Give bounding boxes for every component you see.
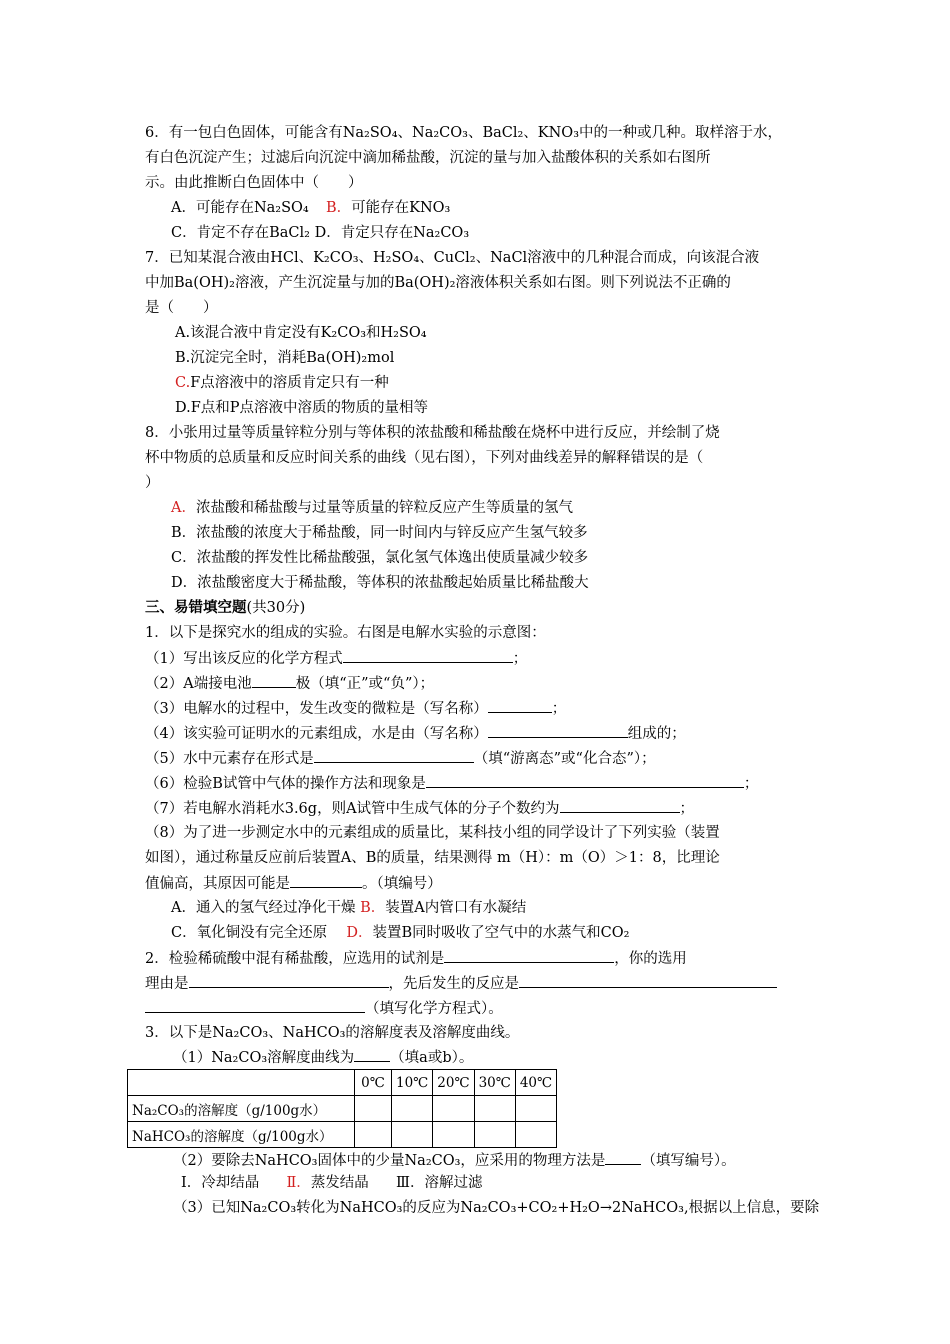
f1-p6-text: （6）检验B试管中气体的操作方法和现象是 bbox=[145, 776, 426, 792]
f1-p6-end: ； bbox=[743, 776, 759, 792]
f2-line2-mid: ，先后发生的反应是 bbox=[388, 976, 519, 992]
answer-blank[interactable] bbox=[252, 673, 296, 688]
q7-line2: 中加Ba(OH)₂溶液，产生沉淀量与加的Ba(OH)₂溶液体积关系如右图。则下列说法不正确的 bbox=[145, 275, 731, 291]
f1-p1-end: ； bbox=[512, 651, 528, 667]
q6-line3: 示。由此推断白色固体中（ ） bbox=[145, 175, 363, 191]
method-3: Ⅲ．溶解过滤 bbox=[396, 1175, 483, 1191]
f1-p5 bbox=[145, 748, 656, 769]
f1-p4-tail: 组成的； bbox=[627, 726, 686, 742]
table-corner-cell bbox=[128, 1070, 355, 1096]
q8-line3: ） bbox=[145, 475, 160, 491]
table-cell[interactable] bbox=[433, 1122, 474, 1148]
answer-blank[interactable] bbox=[426, 773, 744, 788]
table-cell[interactable] bbox=[474, 1122, 515, 1148]
f1-p4-text: （4）该实验可证明水的元素组成，水是由（写名称） bbox=[145, 726, 488, 742]
table-cell[interactable] bbox=[355, 1122, 392, 1148]
q7-option-c-letter: C. bbox=[175, 375, 191, 391]
f1-option-b: 装置A内管口有水凝结 bbox=[385, 900, 527, 916]
f1-option-d: 装置B同时吸收了空气中的水蒸气和CO₂ bbox=[372, 925, 630, 941]
table-cell[interactable] bbox=[433, 1096, 474, 1122]
f2-line3-tail: （填写化学方程式）。 bbox=[365, 1001, 503, 1017]
q6-option-a: A．可能存在Na₂SO₄ bbox=[171, 200, 309, 216]
q8-option-a bbox=[171, 498, 573, 518]
row-label: Na₂CO₃的溶解度（g/100g水） bbox=[128, 1096, 355, 1122]
table-row bbox=[128, 1096, 557, 1122]
f1-p7-end: ； bbox=[679, 801, 695, 817]
f1-p8-line1: （8）为了进一步测定水中的元素组成的质量比，某科技小组的同学设计了下列实验（装置 bbox=[145, 825, 720, 841]
q6-option-c: C．肯定不存在BaCl₂ bbox=[171, 225, 310, 241]
f1-p1 bbox=[145, 648, 527, 669]
f2-line1 bbox=[145, 948, 687, 969]
q7-option-b: B.沉淀完全时，消耗Ba(OH)₂mol bbox=[175, 350, 395, 366]
table-cell[interactable] bbox=[355, 1096, 392, 1122]
q8-option-b: B．浓盐酸的浓度大于稀盐酸，同一时间内与锌反应产生氢气较多 bbox=[171, 525, 588, 541]
table-cell[interactable] bbox=[515, 1122, 556, 1148]
f1-option-a: A．通入的氢气经过净化干燥 bbox=[171, 900, 356, 916]
f1-p2-text: （2）A端接电池 bbox=[145, 676, 252, 692]
f3-p2 bbox=[173, 1150, 736, 1171]
q7-option-c bbox=[175, 373, 389, 393]
answer-blank[interactable] bbox=[314, 748, 474, 763]
answer-blank[interactable] bbox=[488, 698, 552, 713]
f1-option-c: C．氧化铜没有完全还原 bbox=[171, 925, 328, 941]
answer-blank[interactable] bbox=[189, 973, 389, 988]
section-heading bbox=[145, 598, 305, 618]
answer-blank[interactable] bbox=[488, 723, 628, 738]
f2-line1-tail: ，你的选用 bbox=[614, 951, 687, 967]
f1-options-ab bbox=[171, 898, 526, 918]
f1-p3-text: （3）电解水的过程中，发生改变的微粒是（写名称） bbox=[145, 701, 488, 717]
f1-options-cd bbox=[171, 923, 629, 943]
method-1: Ⅰ．冷却结晶 bbox=[181, 1175, 260, 1191]
f3-methods bbox=[181, 1173, 483, 1193]
f1-p2-tail: 极（填“正”或“负”）； bbox=[295, 676, 435, 692]
f2-line1-text: 2．检验稀硫酸中混有稀盐酸，应选用的试剂是 bbox=[145, 951, 445, 967]
f1-option-d-letter: D． bbox=[346, 925, 373, 941]
q8-option-a-letter: A． bbox=[171, 500, 196, 516]
q7-option-d: D.F点和P点溶液中溶质的物质的量相等 bbox=[175, 400, 429, 416]
answer-blank[interactable] bbox=[343, 648, 513, 663]
q6-line2: 有白色沉淀产生；过滤后向沉淀中滴加稀盐酸，沉淀的量与加入盐酸体积的关系如右图所 bbox=[145, 150, 711, 166]
table-cell[interactable] bbox=[392, 1122, 433, 1148]
q6-options-ab bbox=[171, 198, 450, 218]
f3-p1-tail: （填a或b）。 bbox=[390, 1050, 474, 1066]
f1-p2 bbox=[145, 673, 434, 694]
f1-p8-line3 bbox=[145, 873, 442, 894]
row-label: NaHCO₃的溶解度（g/100g水） bbox=[128, 1122, 355, 1148]
answer-blank[interactable] bbox=[354, 1047, 390, 1062]
method-2: 蒸发结晶 bbox=[310, 1175, 369, 1191]
table-header-row bbox=[128, 1070, 557, 1096]
f1-p5-tail: （填“游离态”或“化合态”）； bbox=[473, 751, 656, 767]
f1-p8-line3-text: 值偏高，其原因可能是 bbox=[145, 876, 290, 892]
f3-p1 bbox=[173, 1047, 473, 1068]
f2-line2 bbox=[145, 973, 777, 994]
method-2-letter: Ⅱ． bbox=[286, 1175, 311, 1191]
f1-option-b-letter: B． bbox=[360, 900, 386, 916]
q8-line2: 杯中物质的总质量和反应时间关系的曲线（见右图），下列对曲线差异的解释错误的是（ bbox=[145, 450, 704, 466]
f1-intro: 1．以下是探究水的组成的实验。右图是电解水实验的示意图： bbox=[145, 625, 546, 641]
f3-p1-text: （1）Na₂CO₃溶解度曲线为 bbox=[173, 1050, 355, 1066]
q7-option-a: A.该混合液中肯定没有K₂CO₃和H₂SO₄ bbox=[175, 325, 427, 341]
f1-p4 bbox=[145, 723, 686, 744]
answer-blank[interactable] bbox=[290, 873, 362, 888]
answer-blank[interactable] bbox=[605, 1150, 641, 1165]
q8-option-c: C．浓盐酸的挥发性比稀盐酸强，氯化氢气体逸出使质量减少较多 bbox=[171, 550, 589, 566]
header-cell: 0℃ bbox=[355, 1070, 392, 1096]
q7-option-c-text: F点溶液中的溶质肯定只有一种 bbox=[190, 375, 389, 391]
f3-p2-tail: （填写编号）。 bbox=[641, 1153, 736, 1169]
f3-intro: 3．以下是Na₂CO₃、NaHCO₃的溶解度表及溶解度曲线。 bbox=[145, 1025, 520, 1041]
f1-p8-line3-tail: 。（填编号） bbox=[362, 876, 442, 892]
f2-line3 bbox=[145, 998, 503, 1019]
table-cell[interactable] bbox=[515, 1096, 556, 1122]
q7-line1: 7．已知某混合液由HCl、K₂CO₃、H₂SO₄、CuCl₂、NaCl溶液中的几种混合而成，向该混合液 bbox=[145, 250, 760, 266]
f3-p2-text: （2）要除去NaHCO₃固体中的少量Na₂CO₃，应采用的物理方法是 bbox=[173, 1153, 606, 1169]
table-cell[interactable] bbox=[474, 1096, 515, 1122]
table-cell[interactable] bbox=[392, 1096, 433, 1122]
q6-options-cd bbox=[171, 223, 469, 243]
table-row bbox=[128, 1122, 557, 1148]
q6-line1: 6．有一包白色固体，可能含有Na₂SO₄、Na₂CO₃、BaCl₂、KNO₃中的一种或几种。取样溶于水， bbox=[145, 125, 783, 141]
header-cell: 20℃ bbox=[433, 1070, 474, 1096]
q6-option-d: D．肯定只存在Na₂CO₃ bbox=[314, 225, 470, 241]
f1-p8-line2: 如图），通过称量反应前后装置A、B的质量，结果测得 m（H）：m（O）＞1：8，比理论 bbox=[145, 850, 720, 866]
f1-p1-text: （1）写出该反应的化学方程式 bbox=[145, 651, 343, 667]
f1-p7-text: （7）若电解水消耗水3.6g，则A试管中生成气体的分子个数约为 bbox=[145, 801, 560, 817]
q6-option-b-letter: B． bbox=[325, 200, 352, 216]
q8-option-d: D．浓盐酸密度大于稀盐酸，等体积的浓盐酸起始质量比稀盐酸大 bbox=[171, 575, 589, 591]
section-title: 三、易错填空题 bbox=[145, 599, 247, 616]
f1-p3 bbox=[145, 698, 566, 719]
solubility-table bbox=[127, 1069, 557, 1148]
f1-p3-end: ； bbox=[551, 701, 567, 717]
section-score: (共30分) bbox=[246, 600, 306, 616]
f1-p6 bbox=[145, 773, 758, 794]
q8-option-a-text: 浓盐酸和稀盐酸与过量等质量的锌粒反应产生等质量的氢气 bbox=[195, 500, 573, 516]
f1-p7 bbox=[145, 798, 694, 819]
q7-line3: 是（ ） bbox=[145, 300, 218, 316]
q6-option-b: 可能存在KNO₃ bbox=[351, 200, 451, 216]
f2-line2-text: 理由是 bbox=[145, 976, 189, 992]
f3-p3: （3）已知Na₂CO₃转化为NaHCO₃的反应为Na₂CO₃+CO₂+H₂O→2NaHCO₃,根据以上信息，要除 bbox=[173, 1200, 820, 1216]
answer-blank[interactable] bbox=[145, 998, 365, 1013]
q8-line1: 8．小张用过量等质量锌粒分别与等体积的浓盐酸和稀盐酸在烧杯中进行反应，并绘制了烧 bbox=[145, 425, 720, 441]
answer-blank[interactable] bbox=[560, 798, 680, 813]
answer-blank[interactable] bbox=[444, 948, 614, 963]
header-cell: 10℃ bbox=[392, 1070, 433, 1096]
answer-blank[interactable] bbox=[519, 973, 777, 988]
header-cell: 40℃ bbox=[515, 1070, 556, 1096]
header-cell: 30℃ bbox=[474, 1070, 515, 1096]
f1-p5-text: （5）水中元素存在形式是 bbox=[145, 751, 314, 767]
